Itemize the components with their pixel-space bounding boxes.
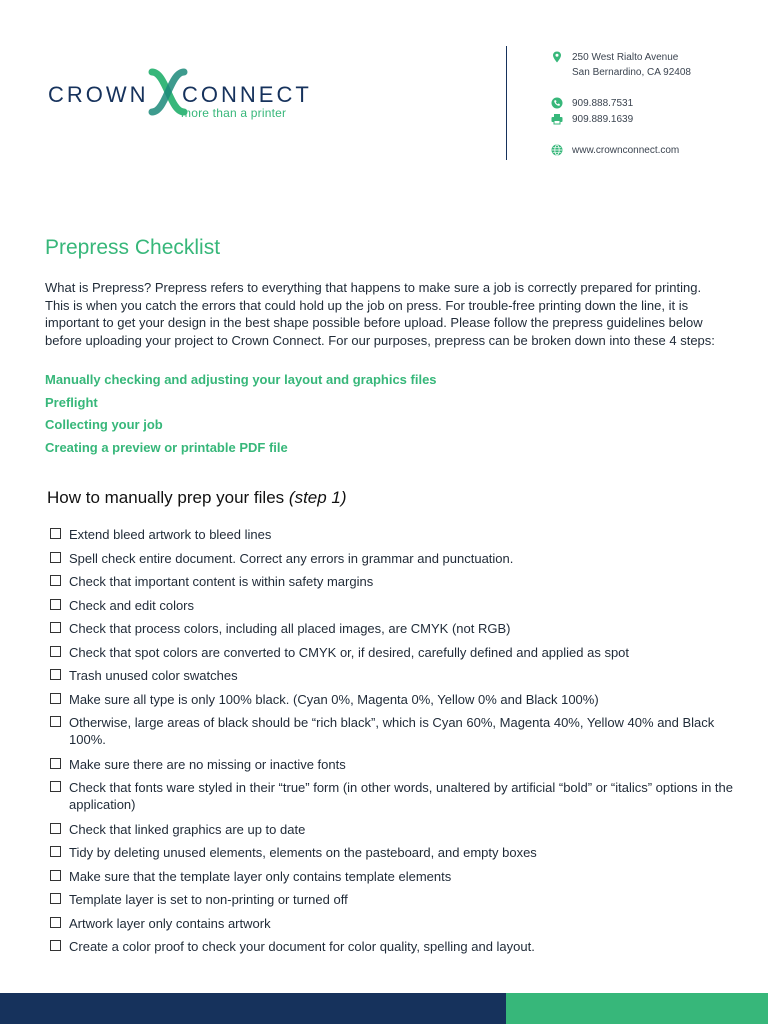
- prep-checklist: [50, 526, 740, 962]
- checklist-item-text: Check and edit colors: [69, 597, 195, 613]
- step-item: Manually checking and adjusting your layout and graphics files: [45, 372, 437, 387]
- fax-number: 909.889.1639: [572, 114, 634, 125]
- checkbox[interactable]: [50, 823, 61, 834]
- step-item: Preflight: [45, 394, 98, 410]
- checklist-item-text: Check that fonts ware styled in their “true” form (in other words, unaltered by artificial “bold” or “italics” options in the application): [69, 780, 733, 812]
- checkbox[interactable]: [50, 528, 61, 539]
- checklist-item: [50, 573, 740, 590]
- checklist-item: [50, 891, 740, 908]
- page-title: Prepress Checklist: [45, 236, 221, 259]
- checklist-item: [50, 550, 740, 567]
- checkbox[interactable]: [50, 716, 61, 727]
- location-pin-icon: [551, 51, 563, 63]
- checkbox[interactable]: [50, 552, 61, 563]
- step-item: Creating a preview or printable PDF file: [45, 439, 288, 455]
- fax-printer-icon: [551, 113, 563, 125]
- checklist-item-text: Check that spot colors are converted to CMYK or, if desired, carefully defined and applied as spot: [69, 644, 630, 660]
- checklist-item-text: Spell check entire document. Correct any errors in grammar and punctuation.: [69, 550, 514, 566]
- footer-bar-navy: [0, 993, 506, 1024]
- checklist-item-text: Make sure there are no missing or inactive fonts: [69, 756, 346, 772]
- checklist-item: [50, 597, 740, 614]
- phone-icon: [551, 97, 563, 109]
- checklist-item-text: Artwork layer only contains artwork: [69, 915, 271, 931]
- address-line-1: 250 West Rialto Avenue: [572, 52, 679, 63]
- checklist-item-text: Check that process colors, including all placed images, are CMYK (not RGB): [69, 621, 511, 636]
- phone-number: 909.888.7531: [572, 98, 634, 109]
- logo-word-connect: CONNECT: [182, 82, 312, 107]
- checklist-item-text: Trash unused color swatches: [69, 668, 238, 683]
- checkbox[interactable]: [50, 669, 61, 680]
- crown-connect-logo: [48, 66, 312, 126]
- checklist-item: [50, 915, 740, 932]
- checklist-item-text: Check that important content is within safety margins: [69, 574, 374, 589]
- checklist-item: [50, 779, 740, 813]
- checklist-item: [50, 938, 740, 955]
- checklist-item: [50, 620, 740, 637]
- checklist-item-text: Make sure that the template layer only contains template elements: [69, 868, 452, 884]
- checkbox[interactable]: [50, 870, 61, 881]
- checklist-item: [50, 526, 740, 543]
- checkbox[interactable]: [50, 622, 61, 633]
- section-heading: [47, 488, 347, 508]
- checklist-item: [50, 868, 740, 885]
- checkbox[interactable]: [50, 758, 61, 769]
- header-divider: [506, 46, 507, 160]
- checklist-item-text: Tidy by deleting unused elements, elements on the pasteboard, and empty boxes: [69, 845, 537, 860]
- globe-icon: [551, 144, 563, 156]
- intro-paragraph: What is Prepress? Prepress refers to everything that happens to make sure a job is correctly prepared for printing. This is when you catch the errors that could hold up the job on press. For trouble-free printing down the line, it is important to get your design in the best shape possible before upload. Please follow the prepress guidelines below before uploading your project to Crown Connect. For our purposes, prepress can be broken down into these 4 steps:: [45, 280, 715, 348]
- checklist-item-text: Extend bleed artwork to bleed lines: [69, 527, 272, 542]
- checklist-item-text: Template layer is set to non-printing or turned off: [69, 892, 348, 907]
- checklist-item: [50, 821, 740, 838]
- checkbox[interactable]: [50, 781, 61, 792]
- checklist-item: [50, 756, 740, 773]
- website-link[interactable]: www.crownconnect.com: [572, 145, 680, 156]
- checkbox[interactable]: [50, 846, 61, 857]
- checkbox[interactable]: [50, 940, 61, 951]
- section-step-note: (step 1): [288, 488, 347, 507]
- checklist-item: [50, 714, 740, 748]
- checklist-item-text: Check that linked graphics are up to date: [69, 821, 306, 837]
- checklist-item: [50, 691, 740, 708]
- checklist-item-text: Otherwise, large areas of black should be “rich black”, which is Cyan 60%, Magenta 40%, Yellow 40% and Black 100%.: [69, 715, 715, 747]
- checkbox[interactable]: [50, 693, 61, 704]
- checkbox[interactable]: [50, 575, 61, 586]
- logo-word-crown: CROWN: [48, 82, 149, 107]
- address-line-2: San Bernardino, CA 92408: [572, 67, 691, 78]
- checklist-item-text: Make sure all type is only 100% black. (Cyan 0%, Magenta 0%, Yellow 0% and Black 100%): [69, 691, 599, 707]
- checklist-item-text: Create a color proof to check your document for color quality, spelling and layout.: [69, 939, 535, 954]
- logo-tagline: more than a printer: [181, 106, 287, 120]
- checkbox[interactable]: [50, 646, 61, 657]
- checkbox[interactable]: [50, 917, 61, 928]
- checkbox[interactable]: [50, 893, 61, 904]
- section-heading-text: How to manually prep your files: [47, 488, 285, 507]
- checkbox[interactable]: [50, 599, 61, 610]
- checklist-item: [50, 844, 740, 861]
- prepress-steps-list: [45, 370, 437, 460]
- checklist-item: [50, 644, 740, 661]
- checklist-item: [50, 667, 740, 684]
- step-item: Collecting your job: [45, 417, 163, 433]
- footer-bar-green: [506, 993, 768, 1024]
